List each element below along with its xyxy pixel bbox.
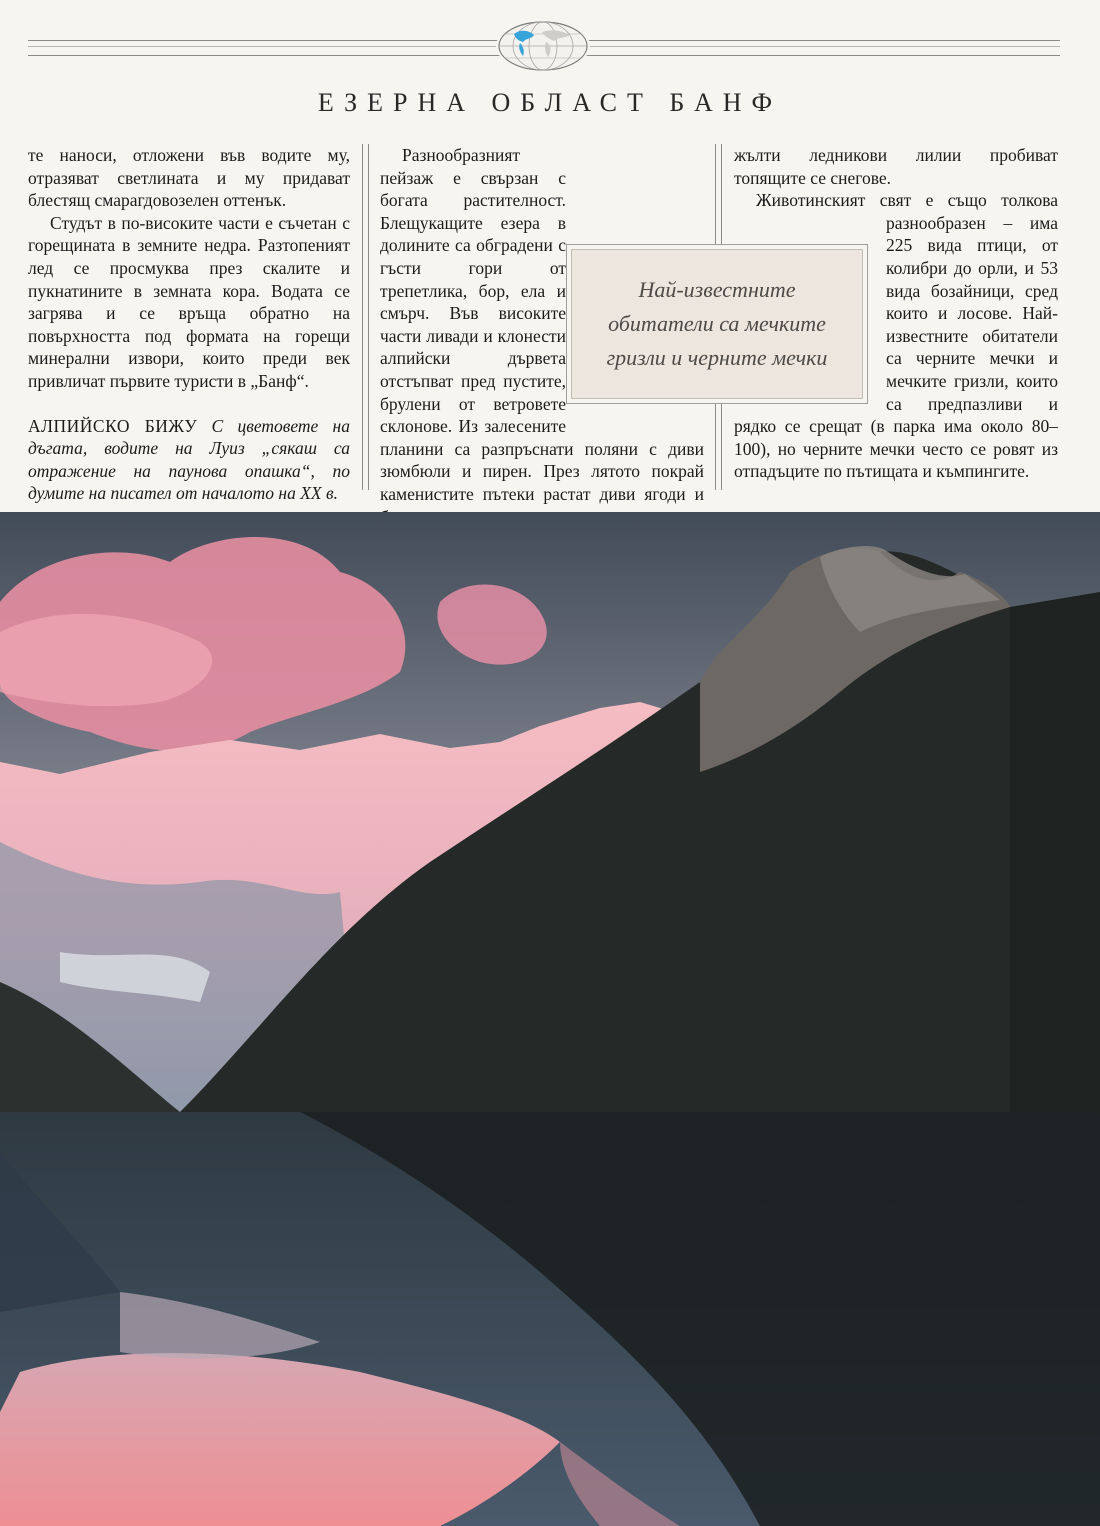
- text-column-1: [28, 144, 350, 505]
- page-title: ЕЗЕРНА ОБЛАСТ БАНФ: [317, 88, 783, 117]
- photo-caption: [28, 415, 350, 505]
- paragraph: те наноси, отложени във водите му, отразяват светлината и му придават блестящ смарагдовозелен оттенък.: [28, 145, 350, 211]
- paragraph: жълти ледникови лилии пробиват топящите се снегове.: [734, 145, 1058, 188]
- globe-icon: [496, 20, 590, 72]
- pull-quote: Най-известните обитатели са мечките гризли и черните мечки: [566, 244, 868, 404]
- caption-text: С цветовете на дъгата, водите на Луиз „сякаш са отражение на паунова опашка“, по думите на писател от началото на XX в.: [28, 415, 350, 504]
- column-divider: [362, 144, 369, 490]
- lake-louise-photo: [0, 512, 1100, 1526]
- paragraph: Разнообразният пейзаж е свързан с богата растителност. Блещукащите езера в долините са обградени с гъсти гори от трепетлика, бор, ела и смърч. Във високите части ливади и клонести алпийски дървета отстъпват пред пустите, брулени от ветровете склонове. Из залесените планини са разпръснати поляни с диви зюмбюли и пирен. През лятото покрай каменистите пътеки растат диви ягоди и: [380, 145, 704, 504]
- caption-lead: АЛПИЙСКО БИЖУ: [28, 415, 198, 436]
- paragraph: Студът в по-високите части е съчетан с горещината в земните недра. Разтопеният лед се просмуква през скалите и пукнатините в земната кора. Водата се загрява и се връща обратно на повърхността под формата на горещи минерални извори, които преди век привличат първите туристи в „Банф“.: [28, 212, 350, 391]
- paragraph: Животинският свят е също толкова разнообразен – има 225 вида птици, от колибри до орли, и 53 вида бозайници, сред които и лосове. Най-известните обитатели са черните мечки и мечките гризли, които са предпазливи и рядко се срещат (в парка има около 80–100), но черните мечки често се ровят из отпадъците по пътищата и къмпингите.: [734, 190, 1058, 482]
- wrap-spacer: [566, 144, 704, 240]
